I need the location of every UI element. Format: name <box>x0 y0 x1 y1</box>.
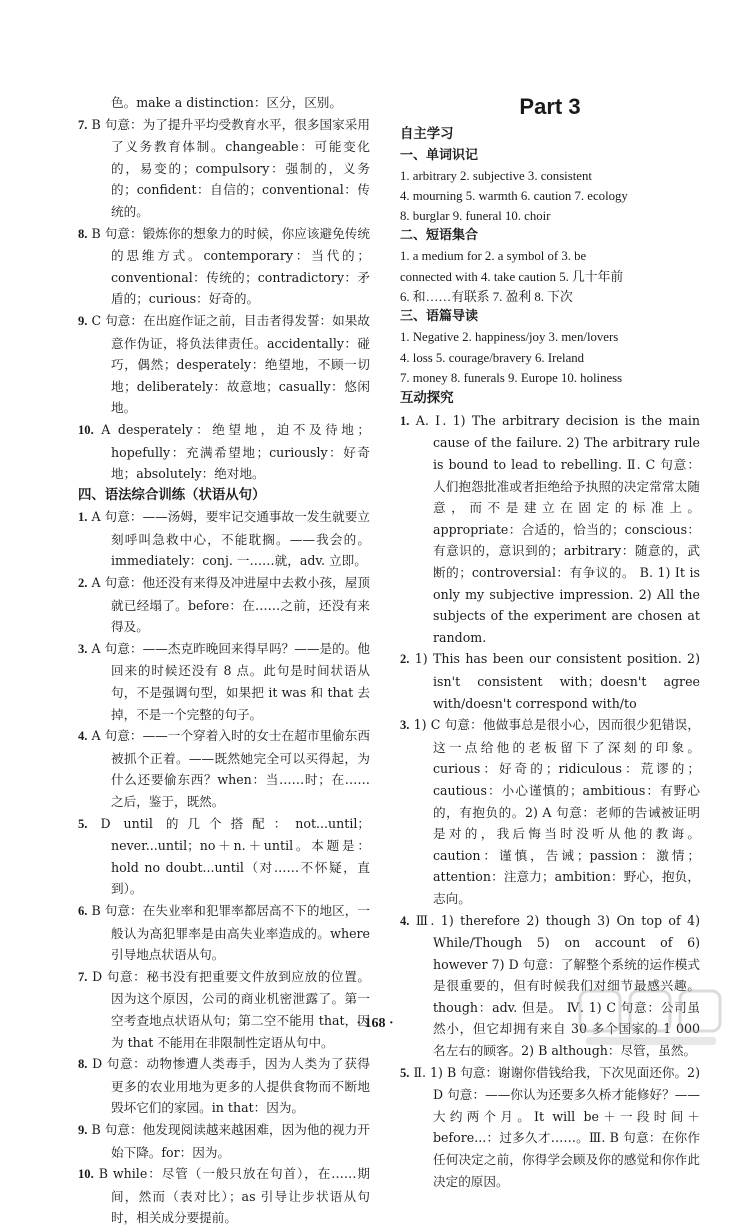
reading-line: 1. Negative 2. happiness/joy 3. men/lovers <box>400 330 619 345</box>
grammar-item-9: 9. B 句意：他发现阅读越来越困难，因为他的视力开始下降。for：因为。 <box>78 1121 370 1160</box>
reading-subheading: 三、语篇导读 <box>400 309 479 325</box>
vocab-line: 4. mourning 5. warmth 6. caution 7. ecology <box>400 188 628 203</box>
grammar-item-10: 10. B while：尽管（一般只放在句首），在……期间，然而（表对比）；as 引导让步状语从句时，相关成分要提前。 <box>78 1166 370 1226</box>
self-study-heading: 自主学习 <box>400 126 454 142</box>
explore-item-5: 5. Ⅱ. 1) B 句意：谢谢你借钱给我，下次见面还你。2) D 句意：——你认为还要多久桥才能修好？——大约两个月。It will be＋一段时间＋before...：过多久才……。Ⅲ. B 句意：在你作任何决定之前，你得学会顾及你的感觉和你作此决定的原因。 <box>400 1064 700 1189</box>
phrase-line: 1. a medium for 2. a symbol of 3. be <box>400 249 587 264</box>
explore-item-3: 3. 1) C 句意：他做事总是很小心，因而很少犯错误，这一点给他的老板留下了深刻的印象。curious：好奇的；ridiculous：荒谬的；cautious：小心谨慎的；ambitious：有野心的，有抱负的。2) A 句意：老师的告诫被证明是对的，我后悔当时没听从他的教诲。caution：谨慎，告诫；passion：激情；attention：注意力；ambition：野心，抱负，志向。 <box>400 717 700 906</box>
answer-item-7: 7. B 句意：为了提升平均受教育水平，很多国家采用了义务教育体制。changeable：可能变化的，易变的；compulsory：强制的，义务的；confident：自信的；conventional：传统的。 <box>78 116 370 219</box>
reading-line: 4. loss 5. courage/bravery 6. Ireland <box>400 350 585 365</box>
phrases-subheading: 二、短语集合 <box>400 228 479 244</box>
answer-item-9: 9. C 句意：在出庭作证之前，目击者得发誓：如果故意作伪证，将负法律责任。accidentally：碰巧，偶然；desperately：绝望地，不顾一切地；deliberately：故意地；casually：悠闲地。 <box>78 312 370 416</box>
answer-item-8: 8. B 句意：锻炼你的想象力的时候，你应该避免传统的思维方式。contemporary：当代的；conventional：传统的；contradictory：矛盾的；curious：好奇的。 <box>78 225 370 307</box>
vocab-subheading: 一、单词识记 <box>400 147 479 163</box>
reading-line: 7. money 8. funerals 9. Europe 10. holiness <box>400 370 623 385</box>
grammar-item-2: 2. A 句意：他还没有来得及冲进屋中去救小孩，屋顶就已经塌了。before：在……之前，还没有来得及。 <box>78 575 370 635</box>
grammar-item-8: 8. D 句意：动物惨遭人类毒手，因为人类为了获得更多的农业用地为更多的人提供食物而不断地毁坏它们的家园。in that：因为。 <box>78 1056 370 1116</box>
grammar-section-heading: 四、语法综合训练（状语从句） <box>78 486 266 503</box>
grammar-item-1: 1. A 句意：——汤姆，要牢记交通事故一发生就要立刻呼叫急救中心，不能耽搁。——我会的。immediately：conj. 一……就，adv. 立即。 <box>78 509 370 569</box>
vocab-line: 8. burglar 9. funeral 10. choir <box>400 209 551 224</box>
explore-item-2: 2. 1) This has been our consistent position. 2) isn't consistent with；doesn't agree with/doesn't correspond with/to <box>400 651 700 711</box>
answer-item-10: 10. A desperately：绝望地，迫不及待地；hopefully：充满希望地；curiously：好奇地；absolutely：绝对地。 <box>78 421 370 482</box>
part-title: Part 3 <box>519 94 581 119</box>
left-column <box>78 92 370 1229</box>
grammar-item-4: 4. A 句意：——一个穿着入时的女士在超市里偷东西被抓个正着。——既然她完全可以买得起，为什么还要偷东西？when：当……时；在……之后，鉴于，既然。 <box>78 728 370 809</box>
explore-item-1: 1. A. Ⅰ. 1) The arbitrary decision is the main cause of the failure. 2) The arbitrary rule is bound to lead to rebelling. Ⅱ. C 句意：人们抱怨批准或者拒绝给予执照的决定常常太随意，而不是建立在固定的标准上。appropriate：合适的，恰当的；conscious：有意识的，意识到的；arbitrary：随意的，武断的；controversial：有争议的。 B. 1) It is only my subjective impression. 2) All the subjects of the experiment are chosen at random. <box>400 412 700 645</box>
vocab-line: 1. arbitrary 2. subjective 3. consistent <box>400 168 592 183</box>
explore-item-4: 4. Ⅲ. 1) therefore 2) though 3) On top of 4) While/Though 5) on account of 6) however 7) D 句意：了解整个系统的运作模式是很重要的，但有时候我们对细节最感兴趣。though：adv. 但是。 Ⅳ. 1) C 句意：公司虽然小，但它却拥有来自 30 多个国家的 1 000 名左右的顾客。2) B although：尽管，虽然。 <box>400 912 700 1059</box>
phrase-line: connected with 4. take caution 5. 几十年前 <box>400 269 624 284</box>
page-number: · 168 · <box>356 1016 394 1031</box>
answer-item-6-continued: 色。make a distinction：区分，区别。 <box>111 95 342 110</box>
interactive-heading: 互动探究 <box>400 390 454 407</box>
grammar-item-7: 7. D 句意：秘书没有把重要文件放到应放的位置。因为这个原因，公司的商业机密泄露了。第一空考查地点状语从句；第二空不能用 that，因为 that 不能用在非限制性定语从句中。 <box>78 968 370 1050</box>
phrase-line: 6. 和……有联系 7. 盈利 8. 下次 <box>400 290 573 305</box>
grammar-item-5: 5. D until 的几个搭配：not...until；never...until；no＋n.＋until。本题是：hold no doubt...until（对……不怀疑，直到）。 <box>78 815 370 897</box>
watermark-logo-icon <box>576 987 726 1049</box>
grammar-item-6: 6. B 句意：在失业率和犯罪率都居高不下的地区，一般认为高犯罪率是由高失业率造成的。where 引导地点状语从句。 <box>78 902 370 963</box>
grammar-item-3: 3. A 句意：——杰克昨晚回来得早吗？——是的。他回来的时候还没有 8 点。此句是时间状语从句，不是强调句型，如果把 it was 和 that 去掉，不是一个完整的句子。 <box>78 640 370 722</box>
